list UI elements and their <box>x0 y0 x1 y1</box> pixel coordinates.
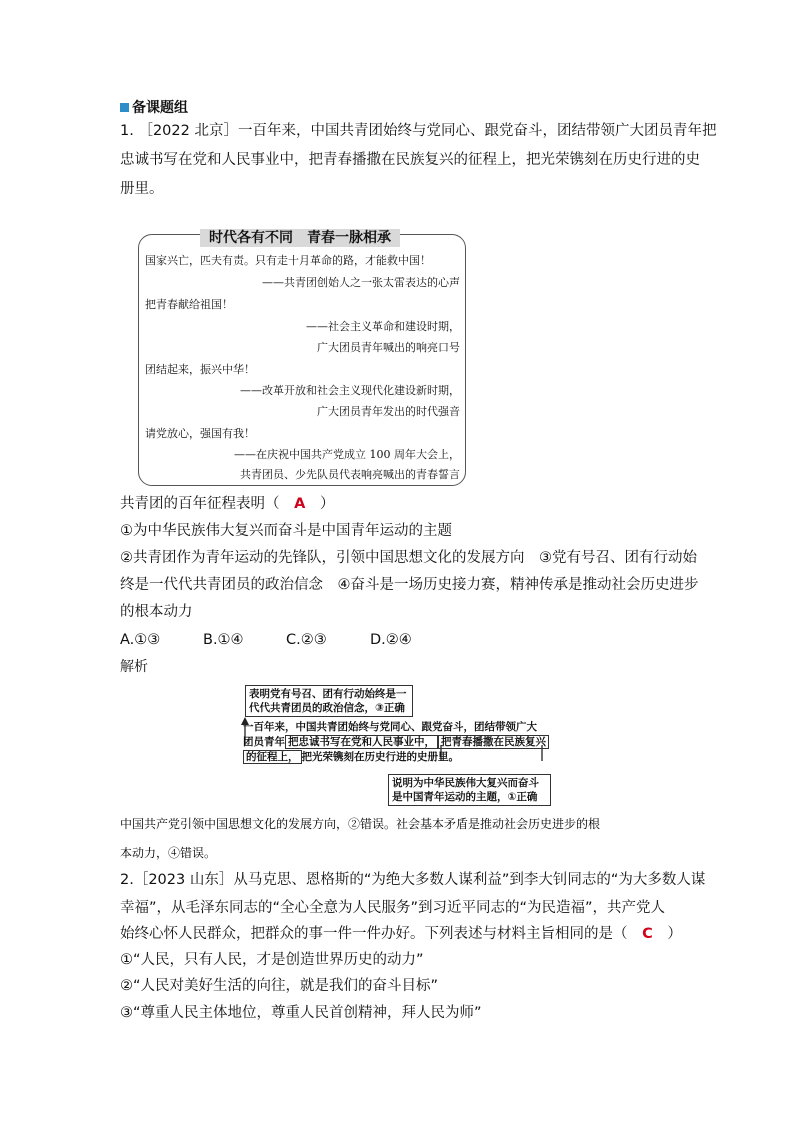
choice-a: A.①③ <box>120 632 161 648</box>
box-line-9: 请党放心，强国有我！ <box>145 427 255 440</box>
q2-stem-line-1: 2.［2023 山东］从马克思、恩格斯的“为绝大多数人谋利益”到李大钊同志的“为大多数人谋 <box>120 872 706 888</box>
middle-2c: 把青春播撒在民族复兴 <box>438 735 549 749</box>
diagram-bottom-box-line-1: 说明为中华民族伟大复兴而奋斗 <box>392 777 539 789</box>
middle-3a: 的征程上， <box>243 750 302 764</box>
box-line-8: 广大团员青年发出的时代强音 <box>317 405 460 418</box>
q1-stem-line-2: 忠诚书写在党和人民事业中，把青春播撒在民族复兴的征程上，把光荣镌刻在历史行进的史 <box>120 152 700 168</box>
diagram-bottom-box-line-2: 是中国青年运动的主题，①正确 <box>392 791 538 803</box>
q1-question-text: 共青团的百年征程表明（ <box>120 496 280 512</box>
q2-stem-close: ） <box>667 926 682 942</box>
q2-stem-line-3-text: 始终心怀人民群众，把群众的事一件一件办好。下列表述与材料主旨相同的是（ <box>120 926 628 942</box>
q2-stem-line-3 <box>120 923 682 945</box>
q1-stem-line-1: 1. ［2022 北京］一百年来，中国共青团始终与党同心、跟党奋斗，团结带领广大团员青年把 <box>120 123 717 139</box>
note-line-1: 中国共产党引领中国思想文化的发展方向，②错误。社会基本矛盾是推动社会历史进步的根 <box>120 817 601 831</box>
diagram-top-box-line-2: 代代共青团员的政治信念，③正确 <box>249 702 405 714</box>
q2-stem-line-2: 幸福”，从毛泽东同志的“全心全意为人民服务”到习近平同志的“为民造福”，共产党人 <box>120 900 666 916</box>
q1-question <box>120 493 334 515</box>
choice-c: C.②③ <box>286 632 327 648</box>
q1-option-line-3: 终是一代代共青团员的政治信念 ④奋斗是一场历史接力赛，精神传承是推动社会历史进步 <box>120 577 699 593</box>
middle-2a: 团员青年 <box>243 736 285 748</box>
box-line-6: 团结起来，振兴中华！ <box>145 363 255 376</box>
box-line-11: 共青团员、少先队员代表响亮喊出的青春誓言 <box>240 468 460 481</box>
diagram-top-box <box>245 685 413 717</box>
note-line-2: 本动力，④错误。 <box>120 846 217 860</box>
choice-b: B.①④ <box>203 632 244 648</box>
section-square-icon <box>120 103 129 112</box>
section-header <box>120 97 188 117</box>
box-line-3: 把青春献给祖国！ <box>145 298 233 311</box>
q1-answer: A <box>294 496 306 512</box>
box-line-5: 广大团员青年喊出的响亮口号 <box>317 341 460 354</box>
diagram-top-box-line-1: 表明党有号召、团有行动始终是一 <box>249 688 407 700</box>
q2-option-2: ②“人民对美好生活的向往，就是我们的奋斗目标” <box>120 978 439 994</box>
q1-option-line-4: 的根本动力 <box>120 604 193 620</box>
diagram-middle-line-1: 一百年来，中国共青团始终与党同心、跟党奋斗，团结带领广大 <box>243 721 537 733</box>
q1-question-close: ） <box>319 496 335 512</box>
middle-3b: 把光荣镌刻在历史行进的史册里。 <box>301 751 459 763</box>
q1-option-line-1: ①为中华民族伟大复兴而奋斗是中国青年运动的主题 <box>120 523 452 539</box>
section-label: 备课题组 <box>132 100 188 116</box>
q2-option-3: ③“尊重人民主体地位，尊重人民首创精神，拜人民为师” <box>120 1005 482 1021</box>
box-line-2: ——共青团创始人之一张太雷表达的心声 <box>262 276 460 289</box>
box-line-1: 国家兴亡，匹夫有责。只有走十月革命的路，才能救中国！ <box>145 254 431 267</box>
box-line-4: ——社会主义革命和建设时期， <box>306 320 460 333</box>
q1-stem-line-3: 册里。 <box>120 181 164 197</box>
diagram-middle-text <box>243 720 549 765</box>
diagram-bottom-box <box>388 774 551 806</box>
box-line-10: ——在庆祝中国共产党成立 100 周年大会上， <box>234 448 460 461</box>
material-box-title: 时代各有不同 青春一脉相承 <box>200 229 400 247</box>
q2-answer: C <box>642 926 653 942</box>
choice-d: D.②④ <box>370 632 412 648</box>
q2-option-1: ①“人民，只有人民，才是创造世界历史的动力” <box>120 952 424 968</box>
diagram-middle-line-2 <box>243 735 549 750</box>
box-line-7: ——改革开放和社会主义现代化建设新时期， <box>240 384 460 397</box>
q1-option-line-2: ②共青团作为青年运动的先锋队，引领中国思想文化的发展方向 ③党有号召、团有行动始 <box>120 550 697 566</box>
analysis-label: 解析 <box>120 659 148 675</box>
diagram-middle-line-3 <box>243 750 549 765</box>
middle-2b: 把忠诚书写在党和人民事业中， <box>285 735 438 749</box>
